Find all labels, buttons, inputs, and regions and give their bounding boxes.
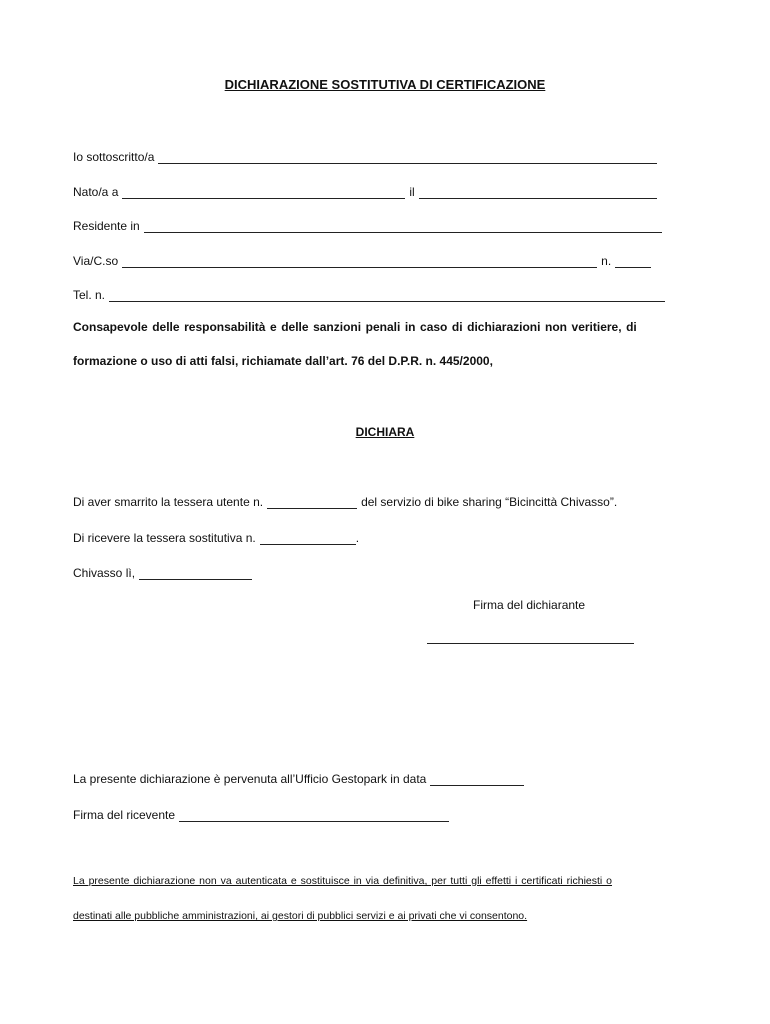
- consapevole-line-1: Consapevole delle responsabilità e delle sanzioni penali in caso di dichiarazioni non veritiere, di: [73, 320, 637, 334]
- residente-label: Residente in: [73, 219, 140, 233]
- il-label: il: [409, 185, 415, 199]
- residente-field[interactable]: [144, 220, 662, 233]
- numero-field[interactable]: [615, 255, 651, 268]
- smarrito-row: [73, 491, 617, 509]
- ricevere-prefix: Di ricevere la tessera sostitutiva n.: [73, 531, 256, 545]
- luogo-row: [73, 562, 256, 580]
- tessera-smarrita-field[interactable]: [267, 496, 357, 509]
- ricevere-row: [73, 527, 359, 545]
- ricevente-label: Firma del ricevente: [73, 808, 176, 822]
- tel-field[interactable]: [109, 289, 665, 302]
- note-line-2: destinati alle pubbliche amministrazioni, ai gestori di pubblici servizi e ai privati che vi consentono.: [73, 910, 528, 922]
- sottoscritto-field[interactable]: [158, 151, 657, 164]
- dichiara-heading: DICHIARA: [355, 425, 415, 439]
- nato-row: [73, 181, 661, 199]
- luogo-label: Chivasso lì,: [73, 566, 136, 580]
- nato-data-field[interactable]: [419, 186, 657, 199]
- ricevente-row: [73, 804, 453, 822]
- data-field[interactable]: [139, 567, 252, 580]
- nato-label: Nato/a a: [73, 185, 119, 199]
- smarrito-suffix: del servizio di bike sharing “Bicincittà Chivasso”.: [361, 495, 618, 509]
- via-row: [73, 250, 655, 268]
- via-label: Via/C.so: [73, 254, 119, 268]
- tel-row: [73, 284, 669, 302]
- sottoscritto-row: [73, 146, 661, 164]
- note-line-1: La presente dichiarazione non va autenticata e sostituisce in via definitiva, per tutti gli effetti i certificati richiesti o: [73, 875, 613, 887]
- residente-row: [73, 215, 666, 233]
- firma-dichiarante-field[interactable]: [427, 643, 634, 644]
- firma-dichiarante-label: Firma del dichiarante: [473, 598, 586, 612]
- sottoscritto-label: Io sottoscritto/a: [73, 150, 155, 164]
- pervenuta-label: La presente dichiarazione è pervenuta all’Ufficio Gestopark in data: [73, 772, 427, 786]
- data-ricezione-field[interactable]: [430, 773, 524, 786]
- numero-label: n.: [601, 254, 612, 268]
- consapevole-line-2: formazione o uso di atti falsi, richiamate dall’art. 76 del D.P.R. n. 445/2000,: [73, 354, 493, 368]
- smarrito-prefix: Di aver smarrito la tessera utente n.: [73, 495, 264, 509]
- firma-ricevente-field[interactable]: [179, 809, 449, 822]
- document-title: DICHIARAZIONE SOSTITUTIVA DI CERTIFICAZIONE: [224, 77, 546, 92]
- nato-luogo-field[interactable]: [122, 186, 405, 199]
- ricevere-suffix: .: [355, 531, 360, 545]
- pervenuta-row: [73, 768, 528, 786]
- tel-label: Tel. n.: [73, 288, 106, 302]
- tessera-sostitutiva-field[interactable]: [260, 532, 356, 545]
- via-field[interactable]: [122, 255, 597, 268]
